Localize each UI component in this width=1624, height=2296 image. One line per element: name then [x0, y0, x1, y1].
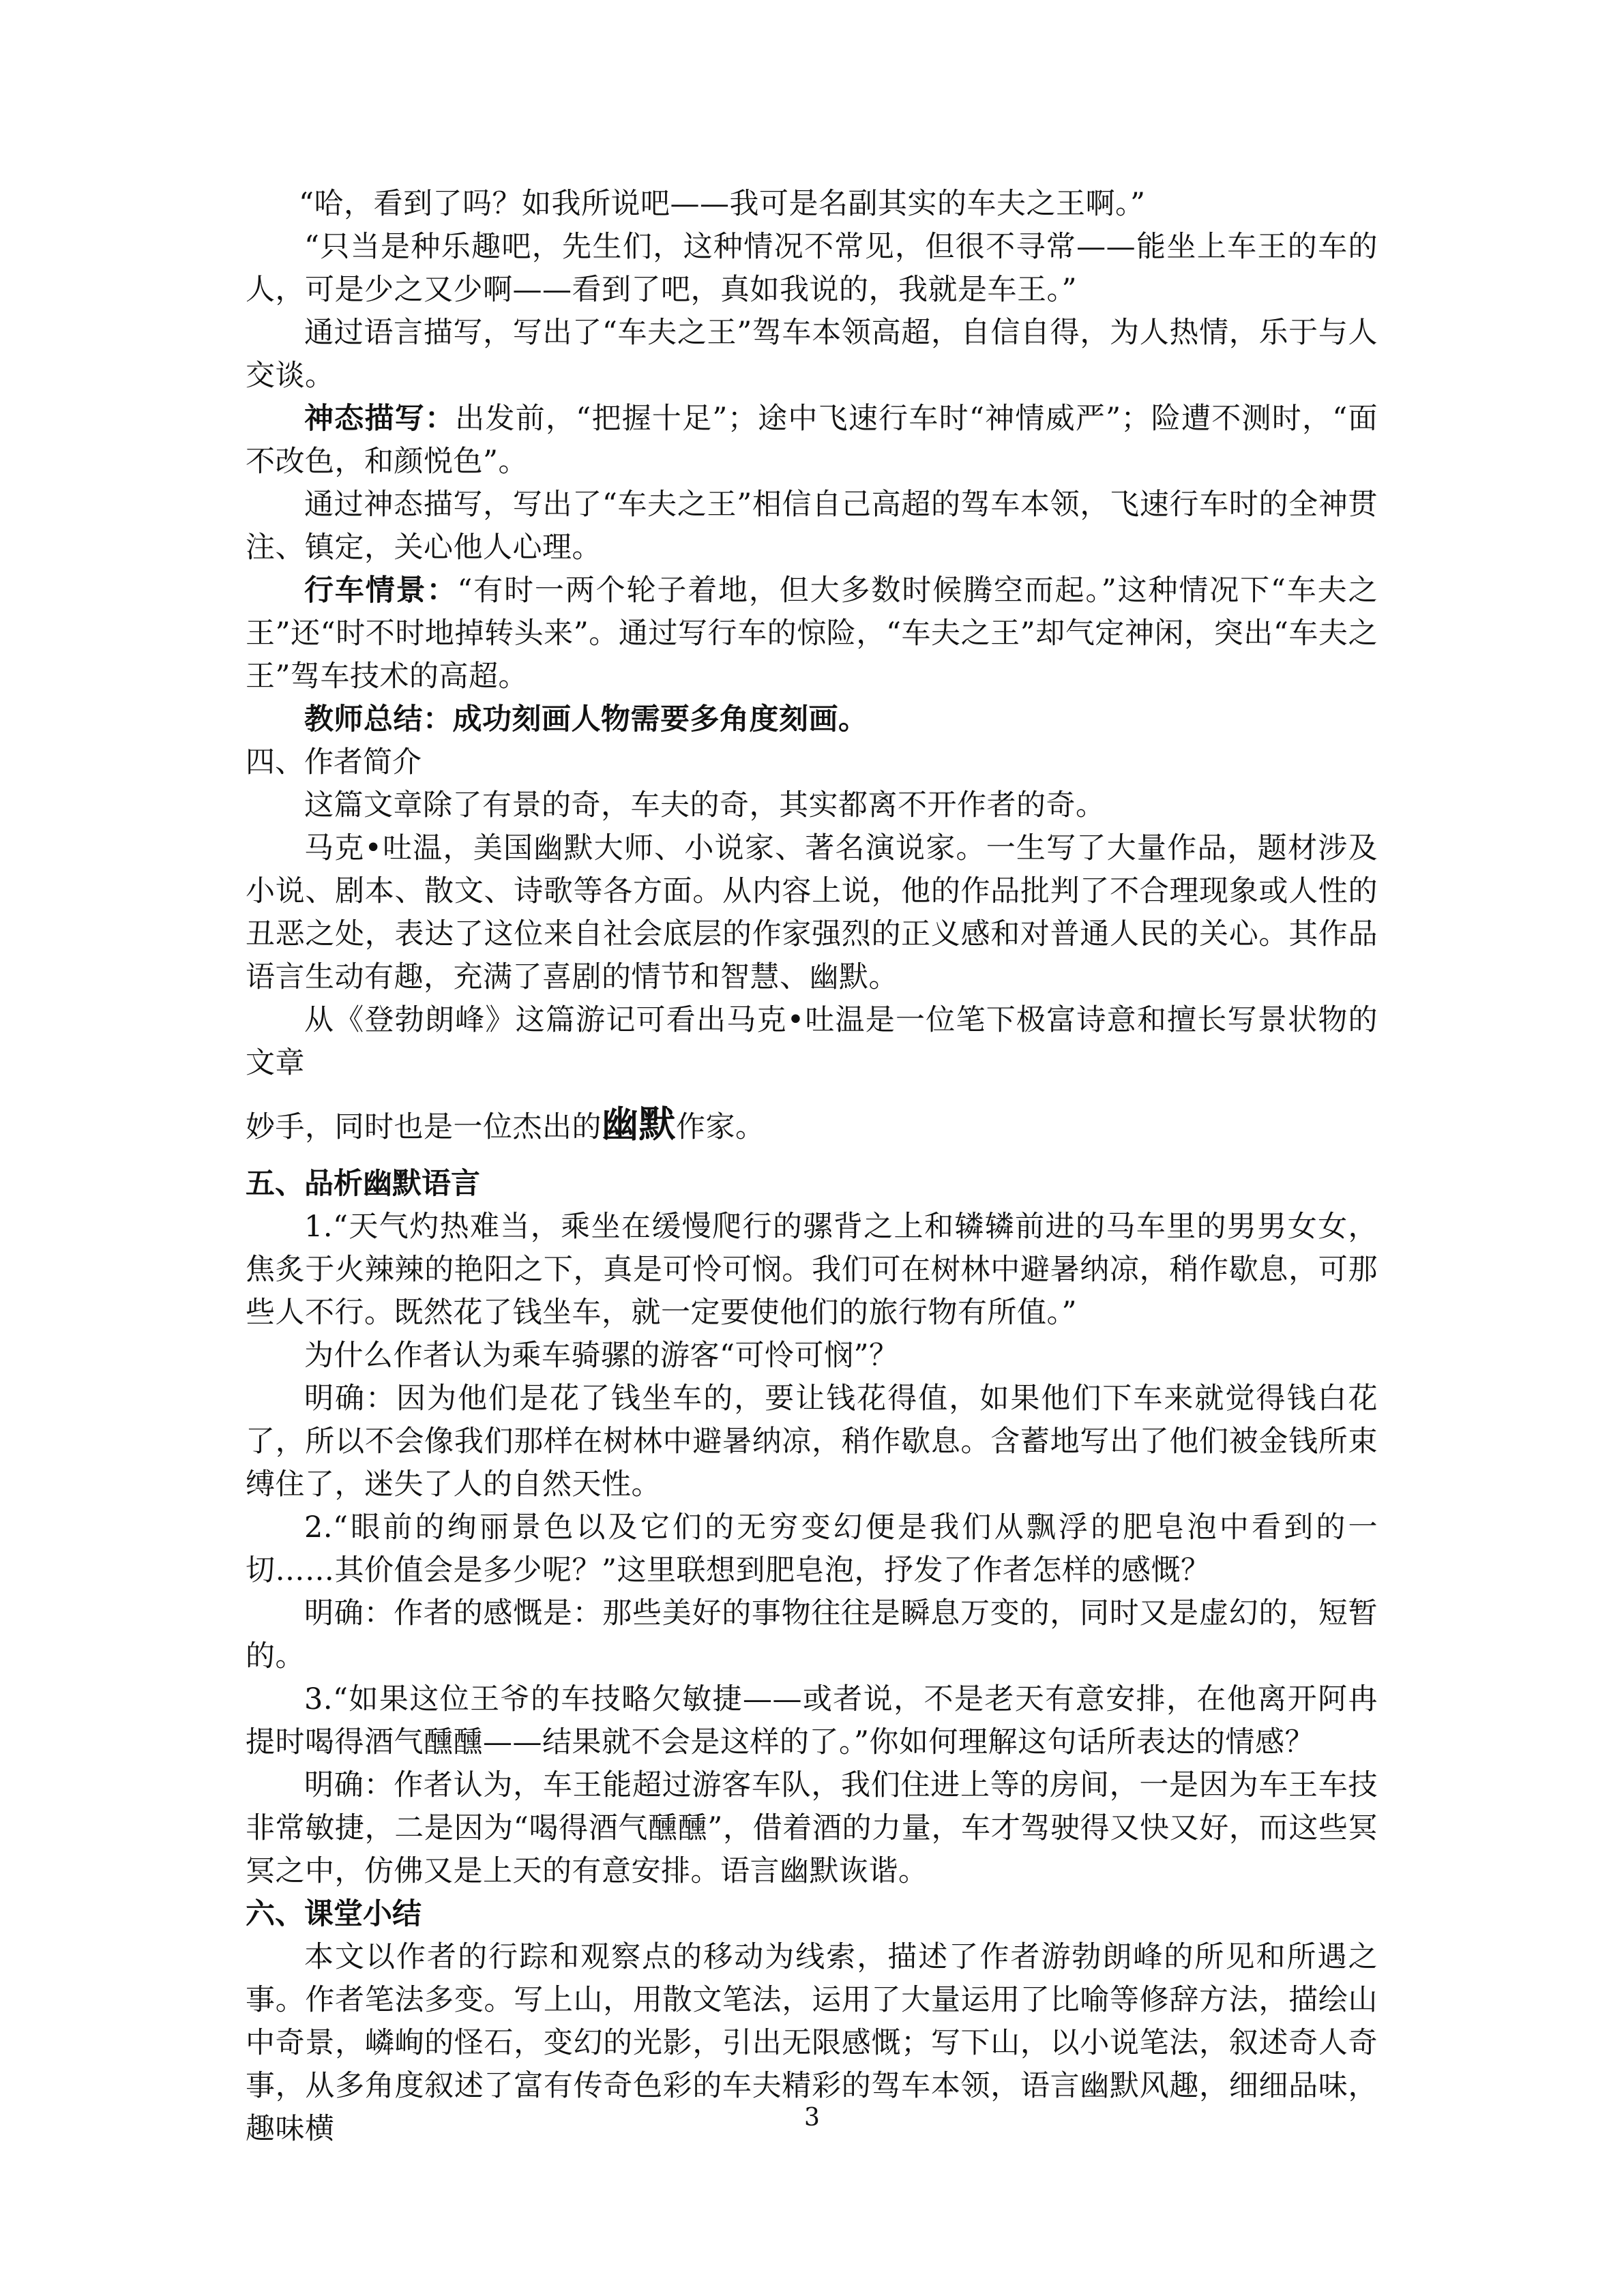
- author-intro-3-before: 妙手，同时也是一位杰出的: [246, 1110, 602, 1144]
- quote-paragraph-2: “只当是种乐趣吧，先生们，这种情况不常见，但很不寻常——能坐上车王的车的人，可是少之又少啊——看到了吧，真如我说的，我就是车王。”: [246, 230, 1378, 307]
- class-summary: 本文以作者的行踪和观察点的移动为线索，描述了作者游勃朗峰的所见和所遇之事。作者笔法多变。写上山，用散文笔法，运用了大量运用了比喻等修辞方法，描绘山中奇景，嶙峋的怪石，变幻的光影，引出无限感慨；写下山，以小说笔法，叙述奇人奇事，从多角度叙述了富有传奇色彩的车夫精彩的驾车本领，语言幽默风趣，细细品味，趣味横: [246, 1940, 1378, 2146]
- driving-label: 行车情景：: [304, 573, 458, 608]
- expression-label: 神态描写：: [304, 402, 456, 436]
- humor-answer-1: 明确：因为他们是花了钱坐车的，要让钱花得值，如果他们下车来就觉得钱白花了，所以不会像我们那样在树林中避暑纳凉，稍作歇息。含蓄地写出了他们被金钱所束缚住了，迷失了人的自然天性。: [246, 1382, 1378, 1502]
- author-intro-3-line2: [246, 1097, 1378, 1154]
- expression-paragraph: [246, 398, 1378, 483]
- expression-text: 出发前，“把握十足”；途中飞速行车时“神情威严”；险遭不测时，“面不改色，和颜悦色”。: [246, 402, 1378, 479]
- humor-answer-2: 明确：作者的感慨是：那些美好的事物往往是瞬息万变的，同时又是虚幻的，短暂的。: [246, 1596, 1378, 1673]
- driving-text: “有时一两个轮子着地，但大多数时候腾空而起。”这种情况下“车夫之王”还“时不时地掉转头来”。通过写行车的惊险，“车夫之王”却气定神闲，突出“车夫之王”驾车技术的高超。: [246, 573, 1378, 694]
- humor-answer-3: 明确：作者认为，车王能超过游客车队，我们住进上等的房间，一是因为车王车技非常敏捷，二是因为“喝得酒气醺醺”，借着酒的力量，车才驾驶得又快又好，而这些冥冥之中，仿佛又是上天的有意安排。语言幽默诙谐。: [246, 1768, 1378, 1888]
- section-heading-humor: 五、品析幽默语言: [246, 1167, 480, 1201]
- teacher-summary: 教师总结：成功刻画人物需要多角度刻画。: [304, 702, 868, 736]
- author-intro-3-after: 作家。: [676, 1110, 765, 1144]
- humor-emphasis: 幽默: [602, 1103, 676, 1146]
- section-heading-summary: 六、课堂小结: [246, 1897, 422, 1931]
- section-heading-author: 四、作者简介: [246, 745, 422, 779]
- author-intro-2: 马克•吐温，美国幽默大师、小说家、著名演说家。一生写了大量作品，题材涉及小说、剧本、散文、诗歌等各方面。从内容上说，他的作品批判了不合理现象或人性的丑恶之处，表达了这位来自社会底层的作家强烈的正义感和对普通人民的关心。其作品语言生动有趣，充满了喜剧的情节和智慧、幽默。: [246, 831, 1378, 994]
- humor-question-1: 为什么作者认为乘车骑骡的游客“可怜可悯”？: [304, 1339, 899, 1373]
- expression-analysis: 通过神态描写，写出了“车夫之王”相信自己高超的驾车本领，飞速行车时的全神贯注、镇定，关心他人心理。: [246, 488, 1378, 565]
- document-page: [246, 183, 1378, 2151]
- language-analysis: 通过语言描写，写出了“车夫之王”驾车本领高超，自信自得，为人热情，乐于与人交谈。: [246, 316, 1378, 393]
- driving-paragraph: [246, 569, 1378, 698]
- humor-quote-2: 2.“眼前的绚丽景色以及它们的无穷变幻便是我们从飘浮的肥皂泡中看到的一切……其价值会是多少呢？”这里联想到肥皂泡，抒发了作者怎样的感慨？: [246, 1510, 1378, 1587]
- author-intro-1: 这篇文章除了有景的奇，车夫的奇，其实都离不开作者的奇。: [304, 788, 1106, 822]
- humor-quote-1: 1.“天气灼热难当，乘坐在缓慢爬行的骡背之上和辚辚前进的马车里的男男女女，焦炙于火辣辣的艳阳之下，真是可怜可悯。我们可在树林中避暑纳凉，稍作歇息，可那些人不行。既然花了钱坐车，就一定要使他们的旅行物有所值。”: [246, 1210, 1378, 1330]
- author-intro-3-line1: 从《登勃朗峰》这篇游记可看出马克•吐温是一位笔下极富诗意和擅长写景状物的文章: [246, 1003, 1378, 1080]
- page-number: 3: [804, 2104, 820, 2132]
- humor-quote-3: 3.“如果这位王爷的车技略欠敏捷——或者说，不是老天有意安排，在他离开阿冉提时喝得酒气醺醺——结果就不会是这样的了。”你如何理解这句话所表达的情感？: [246, 1682, 1378, 1759]
- quote-paragraph-1: “哈，看到了吗？如我所说吧——我可是名副其实的车夫之王啊。”: [299, 187, 1146, 221]
